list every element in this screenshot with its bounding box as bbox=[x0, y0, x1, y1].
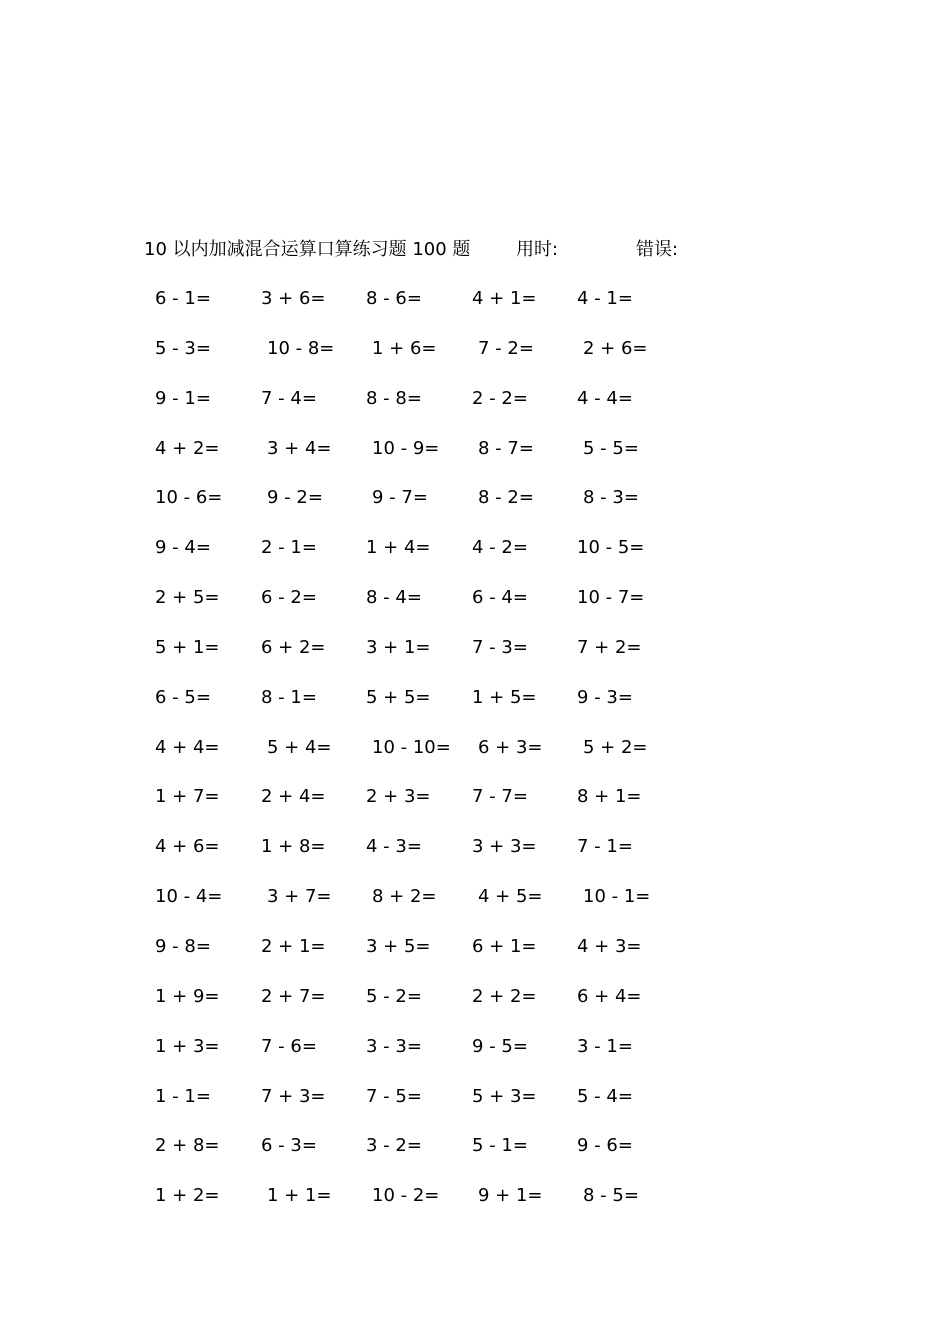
arithmetic-problem: 1 + 3= bbox=[155, 1035, 220, 1057]
arithmetic-problem: 7 - 7= bbox=[472, 786, 528, 808]
arithmetic-problem: 10 - 7= bbox=[577, 587, 645, 609]
arithmetic-problem: 4 + 5= bbox=[478, 886, 543, 908]
arithmetic-problem: 2 + 2= bbox=[472, 985, 537, 1007]
problem-row bbox=[0, 334, 950, 384]
problem-row bbox=[0, 1032, 950, 1082]
problem-grid bbox=[0, 284, 950, 1231]
arithmetic-problem: 8 + 2= bbox=[372, 886, 437, 908]
arithmetic-problem: 8 - 6= bbox=[366, 288, 422, 309]
arithmetic-problem: 8 - 4= bbox=[366, 587, 422, 609]
problem-row bbox=[0, 1082, 950, 1132]
arithmetic-problem: 7 + 2= bbox=[577, 636, 642, 658]
arithmetic-problem: 2 + 6= bbox=[583, 337, 648, 359]
arithmetic-problem: 1 + 8= bbox=[261, 836, 326, 858]
arithmetic-problem: 3 + 1= bbox=[366, 636, 431, 658]
arithmetic-problem: 7 - 1= bbox=[577, 836, 633, 858]
arithmetic-problem: 5 - 3= bbox=[155, 337, 211, 359]
arithmetic-problem: 6 + 2= bbox=[261, 636, 326, 658]
arithmetic-problem: 10 - 6= bbox=[155, 487, 223, 509]
arithmetic-problem: 1 + 9= bbox=[155, 985, 220, 1007]
arithmetic-problem: 10 - 4= bbox=[155, 886, 223, 908]
worksheet-header bbox=[0, 236, 950, 264]
problem-row bbox=[0, 832, 950, 882]
arithmetic-problem: 9 - 3= bbox=[577, 686, 633, 708]
arithmetic-problem: 5 + 3= bbox=[472, 1085, 537, 1107]
arithmetic-problem: 2 + 7= bbox=[261, 985, 326, 1007]
arithmetic-problem: 6 - 1= bbox=[155, 288, 211, 309]
arithmetic-problem: 2 - 2= bbox=[472, 387, 528, 409]
arithmetic-problem: 4 - 2= bbox=[472, 537, 528, 559]
arithmetic-problem: 3 + 6= bbox=[261, 288, 326, 309]
arithmetic-problem: 5 + 4= bbox=[267, 736, 332, 758]
arithmetic-problem: 8 + 1= bbox=[577, 786, 642, 808]
arithmetic-problem: 10 - 1= bbox=[583, 886, 651, 908]
arithmetic-problem: 4 - 3= bbox=[366, 836, 422, 858]
problem-row bbox=[0, 483, 950, 533]
problem-row bbox=[0, 1131, 950, 1181]
arithmetic-problem: 5 - 4= bbox=[577, 1085, 633, 1107]
arithmetic-problem: 8 - 7= bbox=[478, 437, 534, 459]
arithmetic-problem: 5 - 2= bbox=[366, 985, 422, 1007]
arithmetic-problem: 6 + 4= bbox=[577, 985, 642, 1007]
arithmetic-problem: 8 - 8= bbox=[366, 387, 422, 409]
arithmetic-problem: 6 - 4= bbox=[472, 587, 528, 609]
arithmetic-problem: 1 - 1= bbox=[155, 1085, 211, 1107]
problem-row bbox=[0, 683, 950, 733]
arithmetic-problem: 5 + 5= bbox=[366, 686, 431, 708]
arithmetic-problem: 3 + 5= bbox=[366, 935, 431, 957]
arithmetic-problem: 7 - 5= bbox=[366, 1085, 422, 1107]
arithmetic-problem: 5 - 5= bbox=[583, 437, 639, 459]
arithmetic-problem: 8 - 3= bbox=[583, 487, 639, 509]
arithmetic-problem: 4 + 4= bbox=[155, 736, 220, 758]
arithmetic-problem: 1 + 2= bbox=[155, 1185, 220, 1207]
arithmetic-problem: 1 + 4= bbox=[366, 537, 431, 559]
arithmetic-problem: 6 + 1= bbox=[472, 935, 537, 957]
arithmetic-problem: 9 - 8= bbox=[155, 935, 211, 957]
error-count-label: 错误: bbox=[636, 239, 679, 260]
arithmetic-problem: 10 - 2= bbox=[372, 1185, 440, 1207]
arithmetic-problem: 4 + 3= bbox=[577, 935, 642, 957]
arithmetic-problem: 2 + 1= bbox=[261, 935, 326, 957]
arithmetic-problem: 1 + 6= bbox=[372, 337, 437, 359]
arithmetic-problem: 2 + 3= bbox=[366, 786, 431, 808]
arithmetic-problem: 3 + 4= bbox=[267, 437, 332, 459]
arithmetic-problem: 3 + 3= bbox=[472, 836, 537, 858]
problem-row bbox=[0, 583, 950, 633]
arithmetic-problem: 6 - 5= bbox=[155, 686, 211, 708]
arithmetic-problem: 7 - 3= bbox=[472, 636, 528, 658]
arithmetic-problem: 10 - 10= bbox=[372, 736, 451, 758]
arithmetic-problem: 4 - 1= bbox=[577, 288, 633, 309]
arithmetic-problem: 6 - 2= bbox=[261, 587, 317, 609]
arithmetic-problem: 5 + 1= bbox=[155, 636, 220, 658]
arithmetic-problem: 6 + 3= bbox=[478, 736, 543, 758]
problem-row bbox=[0, 982, 950, 1032]
arithmetic-problem: 10 - 8= bbox=[267, 337, 335, 359]
problem-row bbox=[0, 932, 950, 982]
arithmetic-problem: 10 - 9= bbox=[372, 437, 440, 459]
problem-row bbox=[0, 782, 950, 832]
arithmetic-problem: 10 - 5= bbox=[577, 537, 645, 559]
arithmetic-problem: 3 - 1= bbox=[577, 1035, 633, 1057]
arithmetic-problem: 7 - 2= bbox=[478, 337, 534, 359]
arithmetic-problem: 2 + 5= bbox=[155, 587, 220, 609]
arithmetic-problem: 9 - 7= bbox=[372, 487, 428, 509]
arithmetic-problem: 5 - 1= bbox=[472, 1135, 528, 1157]
arithmetic-problem: 9 - 4= bbox=[155, 537, 211, 559]
arithmetic-problem: 4 - 4= bbox=[577, 387, 633, 409]
problem-row bbox=[0, 1181, 950, 1231]
arithmetic-problem: 8 - 1= bbox=[261, 686, 317, 708]
arithmetic-problem: 2 + 4= bbox=[261, 786, 326, 808]
arithmetic-problem: 9 - 5= bbox=[472, 1035, 528, 1057]
arithmetic-problem: 9 - 1= bbox=[155, 387, 211, 409]
arithmetic-problem: 7 - 6= bbox=[261, 1035, 317, 1057]
problem-row bbox=[0, 533, 950, 583]
problem-row bbox=[0, 434, 950, 484]
arithmetic-problem: 4 + 2= bbox=[155, 437, 220, 459]
problem-row bbox=[0, 733, 950, 783]
arithmetic-problem: 4 + 6= bbox=[155, 836, 220, 858]
arithmetic-problem: 9 + 1= bbox=[478, 1185, 543, 1207]
arithmetic-problem: 1 + 7= bbox=[155, 786, 220, 808]
problem-row bbox=[0, 384, 950, 434]
time-used-label: 用时: bbox=[516, 239, 559, 260]
arithmetic-problem: 3 + 7= bbox=[267, 886, 332, 908]
arithmetic-problem: 3 - 2= bbox=[366, 1135, 422, 1157]
arithmetic-problem: 6 - 3= bbox=[261, 1135, 317, 1157]
problem-row bbox=[0, 633, 950, 683]
arithmetic-problem: 2 + 8= bbox=[155, 1135, 220, 1157]
arithmetic-problem: 9 - 2= bbox=[267, 487, 323, 509]
arithmetic-problem: 4 + 1= bbox=[472, 288, 537, 309]
arithmetic-problem: 2 - 1= bbox=[261, 537, 317, 559]
arithmetic-problem: 3 - 3= bbox=[366, 1035, 422, 1057]
arithmetic-problem: 1 + 1= bbox=[267, 1185, 332, 1207]
arithmetic-problem: 5 + 2= bbox=[583, 736, 648, 758]
problem-row bbox=[0, 882, 950, 932]
arithmetic-problem: 1 + 5= bbox=[472, 686, 537, 708]
problem-row bbox=[0, 284, 950, 334]
arithmetic-problem: 7 + 3= bbox=[261, 1085, 326, 1107]
arithmetic-problem: 9 - 6= bbox=[577, 1135, 633, 1157]
arithmetic-problem: 7 - 4= bbox=[261, 387, 317, 409]
arithmetic-problem: 8 - 2= bbox=[478, 487, 534, 509]
arithmetic-problem: 8 - 5= bbox=[583, 1185, 639, 1207]
worksheet-title: 10 以内加减混合运算口算练习题 100 题 bbox=[144, 239, 471, 260]
